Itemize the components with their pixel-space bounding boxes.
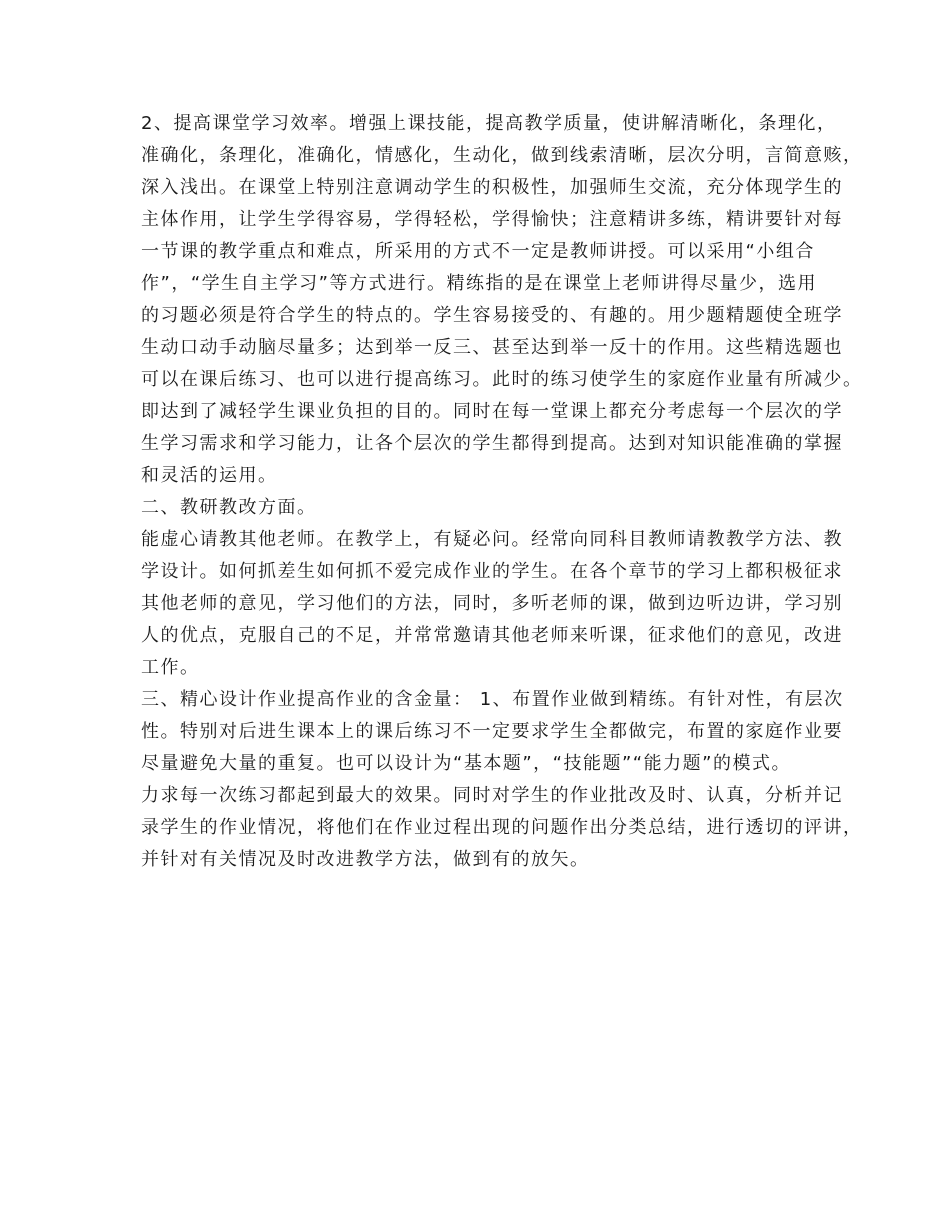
text-line: 和灵活的运用。 <box>141 465 278 486</box>
text-line: 能虚心请教其他老师。在教学上，有疑必问。经常向同科目教师请教教学方法、教 <box>141 529 843 550</box>
text-line: 2、提高课堂学习效率。增强上课技能，提高教学质量，使讲解清晰化，条理化， <box>141 113 837 134</box>
text-line: 录学生的作业情况，将他们在作业过程出现的问题作出分类总结，进行透切的评讲， <box>141 817 863 838</box>
text-line: 即达到了减轻学生课业负担的目的。同时在每一堂课上都充分考虑每一个层次的学 <box>141 401 843 422</box>
body-text <box>141 108 863 876</box>
text-line: 尽量避免大量的重复。也可以设计为“基本题”，“技能题”“能力题”的模式。 <box>141 753 791 774</box>
section-heading: 三、精心设计作业提高作业的含金量： 1、布置作业做到精练。有针对性，有层次 <box>141 689 844 710</box>
text-line: 生学习需求和学习能力，让各个层次的学生都得到提高。达到对知识能准确的掌握 <box>141 433 843 454</box>
text-line: 主体作用，让学生学得容易，学得轻松，学得愉快；注意精讲多练，精讲要针对每 <box>141 209 843 230</box>
text-line: 可以在课后练习、也可以进行提高练习。此时的练习使学生的家庭作业量有所减少。 <box>141 369 863 390</box>
text-line: 工作。 <box>141 657 200 678</box>
text-line: 性。特别对后进生课本上的课后练习不一定要求学生全都做完，布置的家庭作业要 <box>141 721 843 742</box>
text-line: 准确化，条理化，准确化，情感化，生动化，做到线索清晰，层次分明，言简意赅， <box>141 145 863 166</box>
text-line: 深入浅出。在课堂上特别注意调动学生的积极性，加强师生交流，充分体现学生的 <box>141 177 843 198</box>
section-heading: 二、教研教改方面。 <box>141 497 317 518</box>
text-line: 并针对有关情况及时改进教学方法，做到有的放矢。 <box>141 849 590 870</box>
text-line: 人的优点，克服自己的不足，并常常邀请其他老师来听课，征求他们的意见，改进 <box>141 625 843 646</box>
text-line: 力求每一次练习都起到最大的效果。同时对学生的作业批改及时、认真，分析并记 <box>141 785 843 806</box>
text-line: 一节课的教学重点和难点，所采用的方式不一定是教师讲授。可以采用“小组合 <box>141 241 815 262</box>
text-line: 生动口动手动脑尽量多；达到举一反三、甚至达到举一反十的作用。这些精选题也 <box>141 337 843 358</box>
text-line: 学设计。如何抓差生如何抓不爱完成作业的学生。在各个章节的学习上都积极征求 <box>141 561 843 582</box>
text-line: 作”，“学生自主学习”等方式进行。精练指的是在课堂上老师讲得尽量少，选用 <box>141 273 817 294</box>
text-line: 的习题必须是符合学生的特点的。学生容易接受的、有趣的。用少题精题使全班学 <box>141 305 843 326</box>
text-line: 其他老师的意见，学习他们的方法，同时，多听老师的课，做到边听边讲，学习别 <box>141 593 843 614</box>
